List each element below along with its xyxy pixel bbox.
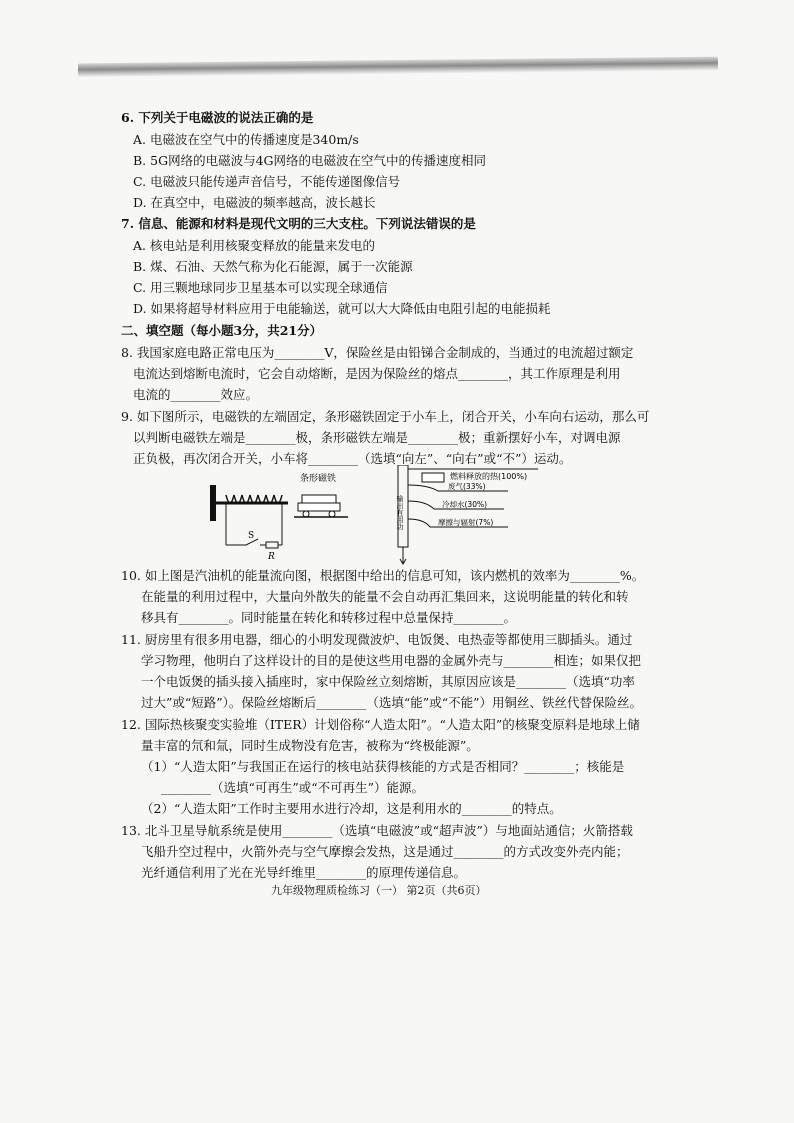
q7-option-a: A. 核电站是利用核聚变释放的能量来发电的 <box>133 238 375 253</box>
resistor <box>266 542 278 548</box>
q12-line-3: （1）“人造太阳”与我国正在运行的核电站获得核能的方式是否相同？________；核能是 <box>141 759 625 774</box>
magnet-label: 条形磁铁 <box>300 474 337 484</box>
q10-line-2: 在能量的利用过程中，大量向外散失的能量不会自动再汇集回来，这说明能量的转化和转 <box>141 589 629 604</box>
loss-cooling-label: 冷却水(30%) <box>442 500 488 509</box>
cart-diagram <box>294 472 348 517</box>
q11-line-4: 过大”或“短路”）。保险丝熔断后________（选填“能”或“不能”）用铜丝、铁丝代替保险丝。 <box>141 695 642 710</box>
q11-line-1: 11. 厨房里有很多用电器，细心的小明发现微波炉、电饭煲、电热壶等都使用三脚插头。通过 <box>121 632 633 647</box>
q6-option-a: A. 电磁波在空气中的传播速度是340m/s <box>133 132 359 147</box>
q13-line-3: 光纤通信利用了光在光导纤维里________的原理传递信息。 <box>141 865 467 880</box>
q7-stem: 7. 信息、能源和材料是现代文明的三大支柱。下列说法错误的是 <box>121 216 476 231</box>
q6-option-c: C. 电磁波只能传递声音信号，不能传递图像信号 <box>133 174 401 189</box>
output-label: 输出有用功 <box>396 495 404 530</box>
resistor-label: R <box>268 552 275 562</box>
physics-figure <box>208 465 548 565</box>
q12-line-4: ________（选填“可再生”或“不可再生”）能源。 <box>161 780 425 795</box>
q10-line-1: 10. 如上图是汽油机的能量流向图，根据图中给出的信息可知，该内燃机的效率为________%。 <box>121 568 645 583</box>
energy-flow-diagram <box>396 465 538 564</box>
q13-line-1: 13. 北斗卫星导航系统是使用________（选填“电磁波”或“超声波”）与地面站通信；火箭搭载 <box>121 823 633 838</box>
q8-line-3: 电流的________效应。 <box>133 387 259 402</box>
q7-option-d: D. 如果将超导材料应用于电能输送，就可以大大降低由电阻引起的电能损耗 <box>133 301 551 316</box>
loss-exhaust-label: 废气(33%) <box>448 482 486 491</box>
q7-option-b: B. 煤、石油、天然气称为化石能源，属于一次能源 <box>133 259 413 274</box>
q11-line-2: 学习物理，他明白了这样设计的目的是使这些用电器的金属外壳与________相连；如果仅把 <box>141 653 642 668</box>
wall <box>210 485 216 521</box>
q13-line-2: 飞船升空过程中，火箭外壳与空气摩擦会发热，这是通过________的方式改变外壳内能； <box>141 844 629 859</box>
q11-line-3: 一个电饭煲的插头接入插座时，家中保险丝立刻熔断，其原因应该是________（选填“功率 <box>141 674 635 689</box>
q8-line-1: 8. 我国家庭电路正常电压为________V，保险丝是由铅锑合金制成的，当通过的电流超过额定 <box>121 345 634 360</box>
fuel-label: 燃料释放的热(100%) <box>450 472 528 481</box>
q9-line-1: 9. 如下图所示，电磁铁的左端固定，条形磁铁固定于小车上，闭合开关，小车向右运动，那么可 <box>121 409 650 424</box>
car-icon <box>422 473 444 482</box>
q8-line-2: 电流达到熔断电流时，它会自动熔断，是因为保险丝的熔点________，其工作原理是利用 <box>133 366 621 381</box>
q10-line-3: 移具有________。同时能量在转化和转移过程中总量保持________。 <box>141 610 517 625</box>
section-heading: 二、填空题（每小题3分，共21分） <box>121 323 323 338</box>
q6-option-b: B. 5G网络的电磁波与4G网络的电磁波在空气中的传播速度相同 <box>133 153 487 168</box>
q12-line-5: （2）“人造太阳”工作时主要用水进行冷却，这是利用水的________的特点。 <box>141 801 562 816</box>
q7-option-c: C. 用三颗地球同步卫星基本可以实现全球通信 <box>133 280 388 295</box>
switch-label: S <box>248 531 255 541</box>
bar-magnet <box>302 495 336 503</box>
page-footer: 九年级物理质检练习（一） 第2页（共6页） <box>271 884 487 897</box>
q6-option-d: D. 在真空中，电磁波的频率越高，波长越长 <box>133 195 376 210</box>
q12-line-1: 12. 国际热核聚变实验堆（ITER）计划俗称“人造太阳”。“人造太阳”的核聚变原料是地球上储 <box>121 717 640 732</box>
electromagnet-diagram <box>210 485 288 562</box>
cart-body <box>298 503 340 511</box>
loss-friction-label: 摩擦与辐射(7%) <box>438 518 494 527</box>
q9-line-3: 正负极，再次闭合开关，小车将________（选填“向左”、“向右”或“不”）运动。 <box>133 451 572 466</box>
q6-stem: 6. 下列关于电磁波的说法正确的是 <box>121 110 314 125</box>
q12-line-2: 量丰富的氘和氚，同时生成物没有危害，被称为“终极能源”。 <box>141 738 479 753</box>
q9-line-2: 以判断电磁铁左端是________极，条形磁铁左端是________极；重新摆好小车，对调电源 <box>133 430 621 445</box>
